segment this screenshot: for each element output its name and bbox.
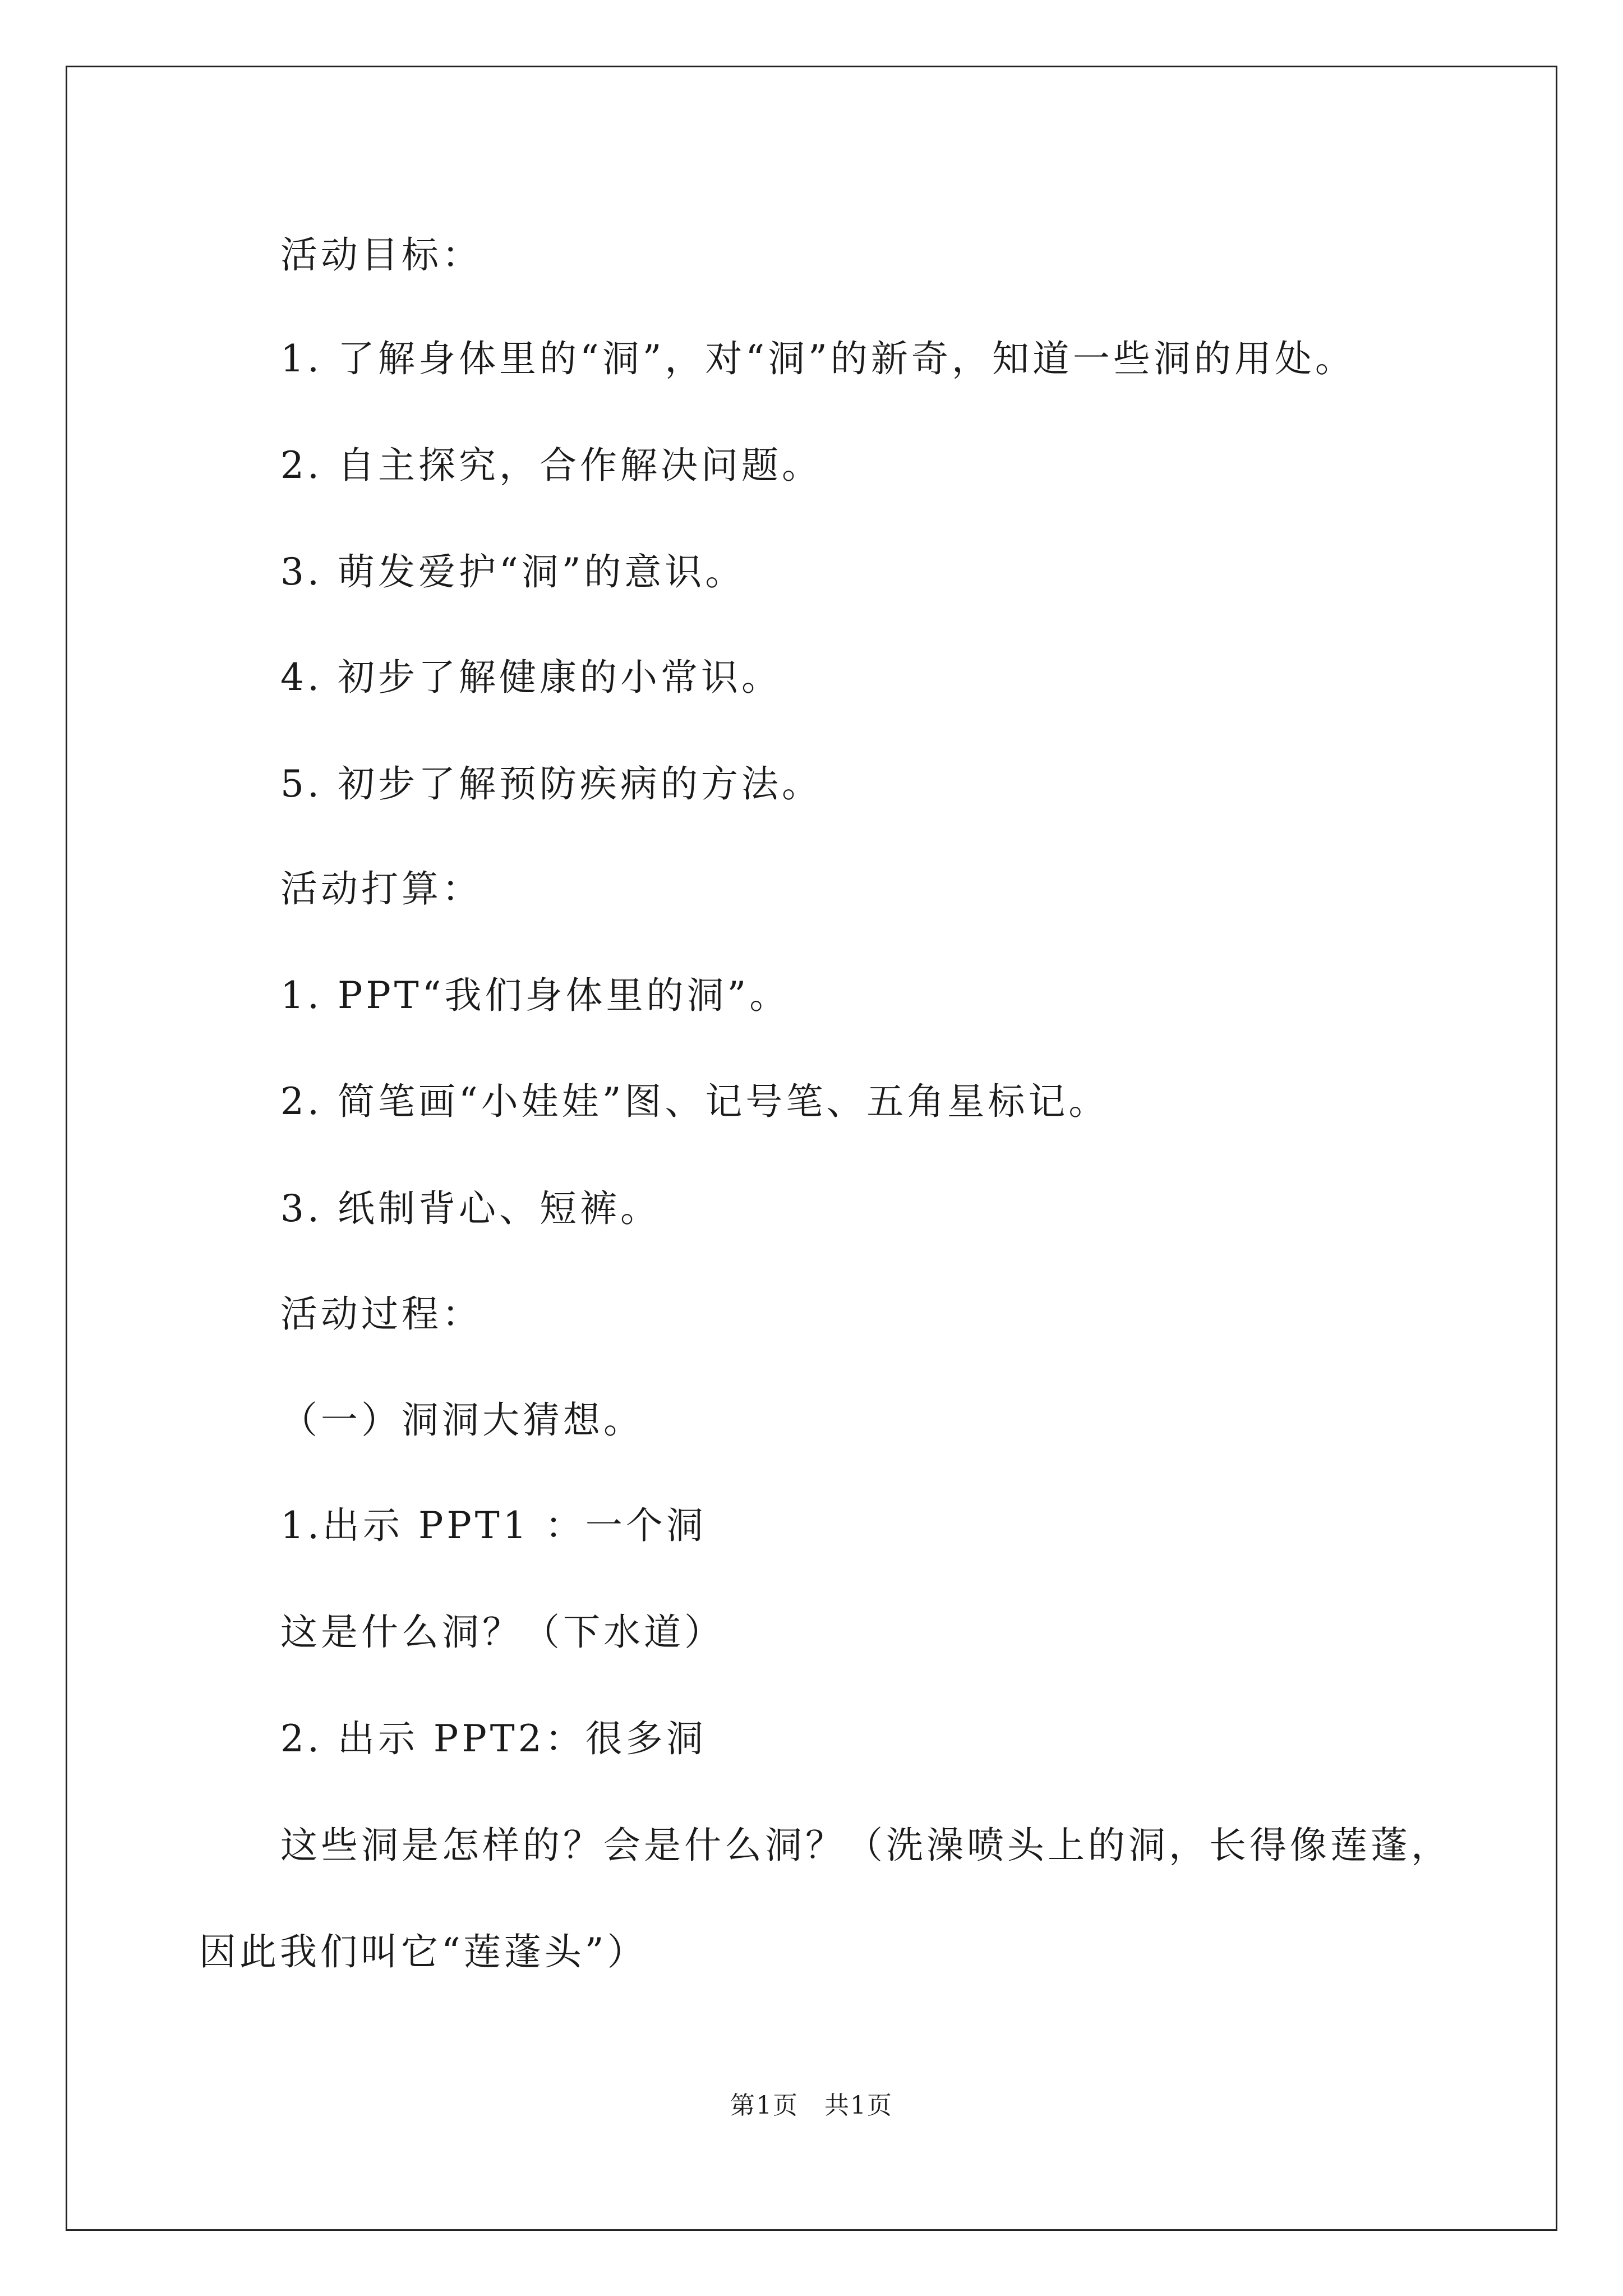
page-number-footer: 第1页 共1页 bbox=[730, 2091, 893, 2120]
preparation-item-2: 2. 简笔画“小娃娃”图、记号笔、五角星标记。 bbox=[280, 1080, 1109, 1123]
heading-activity-preparation: 活动打算： bbox=[280, 867, 482, 910]
process-question-2-continued: 因此我们叫它“莲蓬头”） bbox=[199, 1930, 648, 1973]
goal-item-5: 5. 初步了解预防疾病的方法。 bbox=[280, 762, 822, 806]
process-step-1: 1.出示 PPT1 ：一个洞 bbox=[280, 1504, 707, 1547]
heading-activity-goals: 活动目标： bbox=[280, 233, 482, 277]
process-question-2: 这些洞是怎样的？会是什么洞？（洗澡喷头上的洞，长得像莲蓬， bbox=[280, 1824, 1451, 1867]
process-question-1: 这是什么洞？（下水道） bbox=[280, 1611, 725, 1654]
goal-item-1: 1. 了解身体里的“洞”，对“洞”的新奇，知道一些洞的用处。 bbox=[280, 337, 1355, 380]
page-border bbox=[66, 66, 1557, 2231]
goal-item-4: 4. 初步了解健康的小常识。 bbox=[280, 656, 782, 699]
process-section-1: （一）洞洞大猜想。 bbox=[280, 1398, 644, 1442]
preparation-item-3: 3. 纸制背心、短裤。 bbox=[280, 1187, 661, 1230]
process-step-2: 2. 出示 PPT2：很多洞 bbox=[280, 1717, 707, 1760]
heading-activity-process: 活动过程： bbox=[280, 1292, 482, 1336]
goal-item-3: 3. 萌发爱护“洞”的意识。 bbox=[280, 550, 746, 593]
preparation-item-1: 1. PPT“我们身体里的洞”。 bbox=[280, 974, 790, 1017]
goal-item-2: 2. 自主探究，合作解决问题。 bbox=[280, 444, 822, 487]
